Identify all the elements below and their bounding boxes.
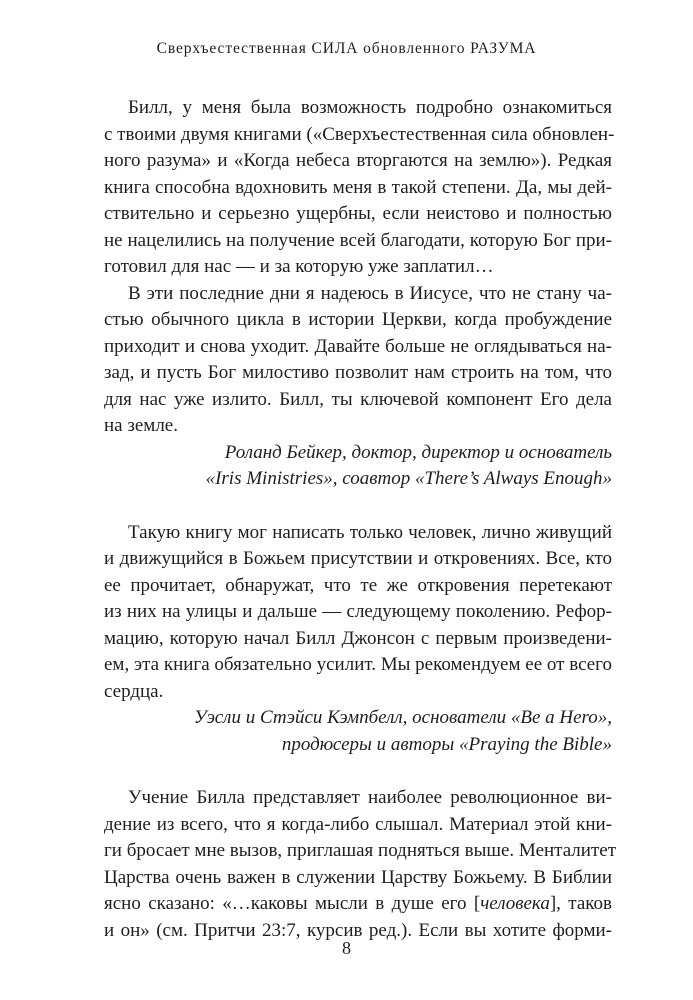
text-line: ее прочитает, обнаружат, что те же откровения перетекают [104, 574, 612, 596]
attribution-line: «Iris Ministries», соавтор «There’s Always Enough» [205, 468, 612, 489]
text-line: Царства очень важен в служении Царству Божьему. В Библии [104, 866, 612, 888]
text-line: сердца. [104, 680, 164, 702]
attribution-line: Уэсли и Стэйси Кэмпбелл, основатели «Be a Hero», [193, 707, 612, 728]
text-line: В эти последние дни я надеюсь в Иисусе, что не стану ча- [128, 282, 612, 304]
attribution-line: Роланд Бейкер, доктор, директор и основатель [224, 441, 612, 463]
text-line: не нацелились на получение всей благодати, которую Бог при- [104, 229, 612, 251]
attribution [104, 440, 612, 493]
text-line: для нас уже излито. Билл, ты ключевой компонент Его дела [104, 388, 612, 410]
text-line: ного разума» и «Когда небеса вторгаются на землю»). Редкая [104, 150, 612, 171]
text-line: ствительно и серьезно ущербны, если неистово и полностью [104, 203, 612, 224]
attribution [104, 705, 612, 758]
running-title: Сверхъестественная СИЛА обновленного РАЗУМА [156, 40, 537, 57]
book-page [104, 0, 616, 1000]
text-line: приходит и снова уходит. Давайте больше не оглядываться на- [104, 335, 612, 357]
text-line: и движущийся в Божьем присутствии и откровениях. Все, кто [104, 548, 612, 569]
attribution-line: продюсеры и авторы «Praying the Bible» [281, 733, 612, 755]
text-line: ги бросает мне вызов, приглашая подняться выше. Менталитет [104, 840, 616, 861]
body-text [104, 95, 616, 944]
text-line: книга способна вдохновить меня в такой степени. Да, мы дей- [104, 176, 612, 198]
text-line: ем, эта книга обязательно усилит. Мы рекомендуем ее от всего [104, 654, 612, 675]
text-line: на земле. [104, 415, 178, 436]
testimonial [104, 520, 612, 759]
paragraph [104, 520, 612, 706]
text-line: из них на улицы и дальше — следующему поколению. Рефор- [104, 601, 612, 622]
text-line: дение из всего, что я когда-либо слышал. Материал этой кни- [104, 813, 612, 835]
text-line: Такую книгу мог написать только человек, лично живущий [128, 521, 612, 543]
testimonial [104, 95, 615, 493]
text-line: готовил для нас — и за которую уже заплатил… [104, 256, 494, 277]
paragraph [104, 785, 616, 944]
text-line: стью обычного цикла в истории Церкви, когда пробуждение [104, 309, 612, 330]
text-line: Учение Билла представляет наиболее революционное ви- [128, 787, 612, 808]
page-number: 8 [342, 938, 351, 958]
text-line: и он» (см. Притчи 23:7, курсив ред.). Если вы хотите форми- [104, 919, 612, 941]
text-line: зад, и пусть Бог милостиво позволит нам строить на том, что [104, 362, 612, 383]
paragraph [104, 95, 615, 281]
text-line: с твоими двумя книгами («Сверхъестественная сила обновлен- [104, 123, 615, 145]
italic-word: человека [480, 893, 550, 914]
text-line: мацию, которую начал Билл Джонсон с первым произведени- [104, 627, 612, 649]
section-gap [104, 493, 612, 520]
text-line: Билл, у меня была возможность подробно ознакомиться [128, 97, 612, 118]
section-gap [104, 758, 612, 785]
testimonial [104, 785, 616, 944]
paragraph [104, 281, 612, 440]
text-line: ясно сказано: «…каковы мысли в душе его [человека], таков [104, 893, 612, 914]
